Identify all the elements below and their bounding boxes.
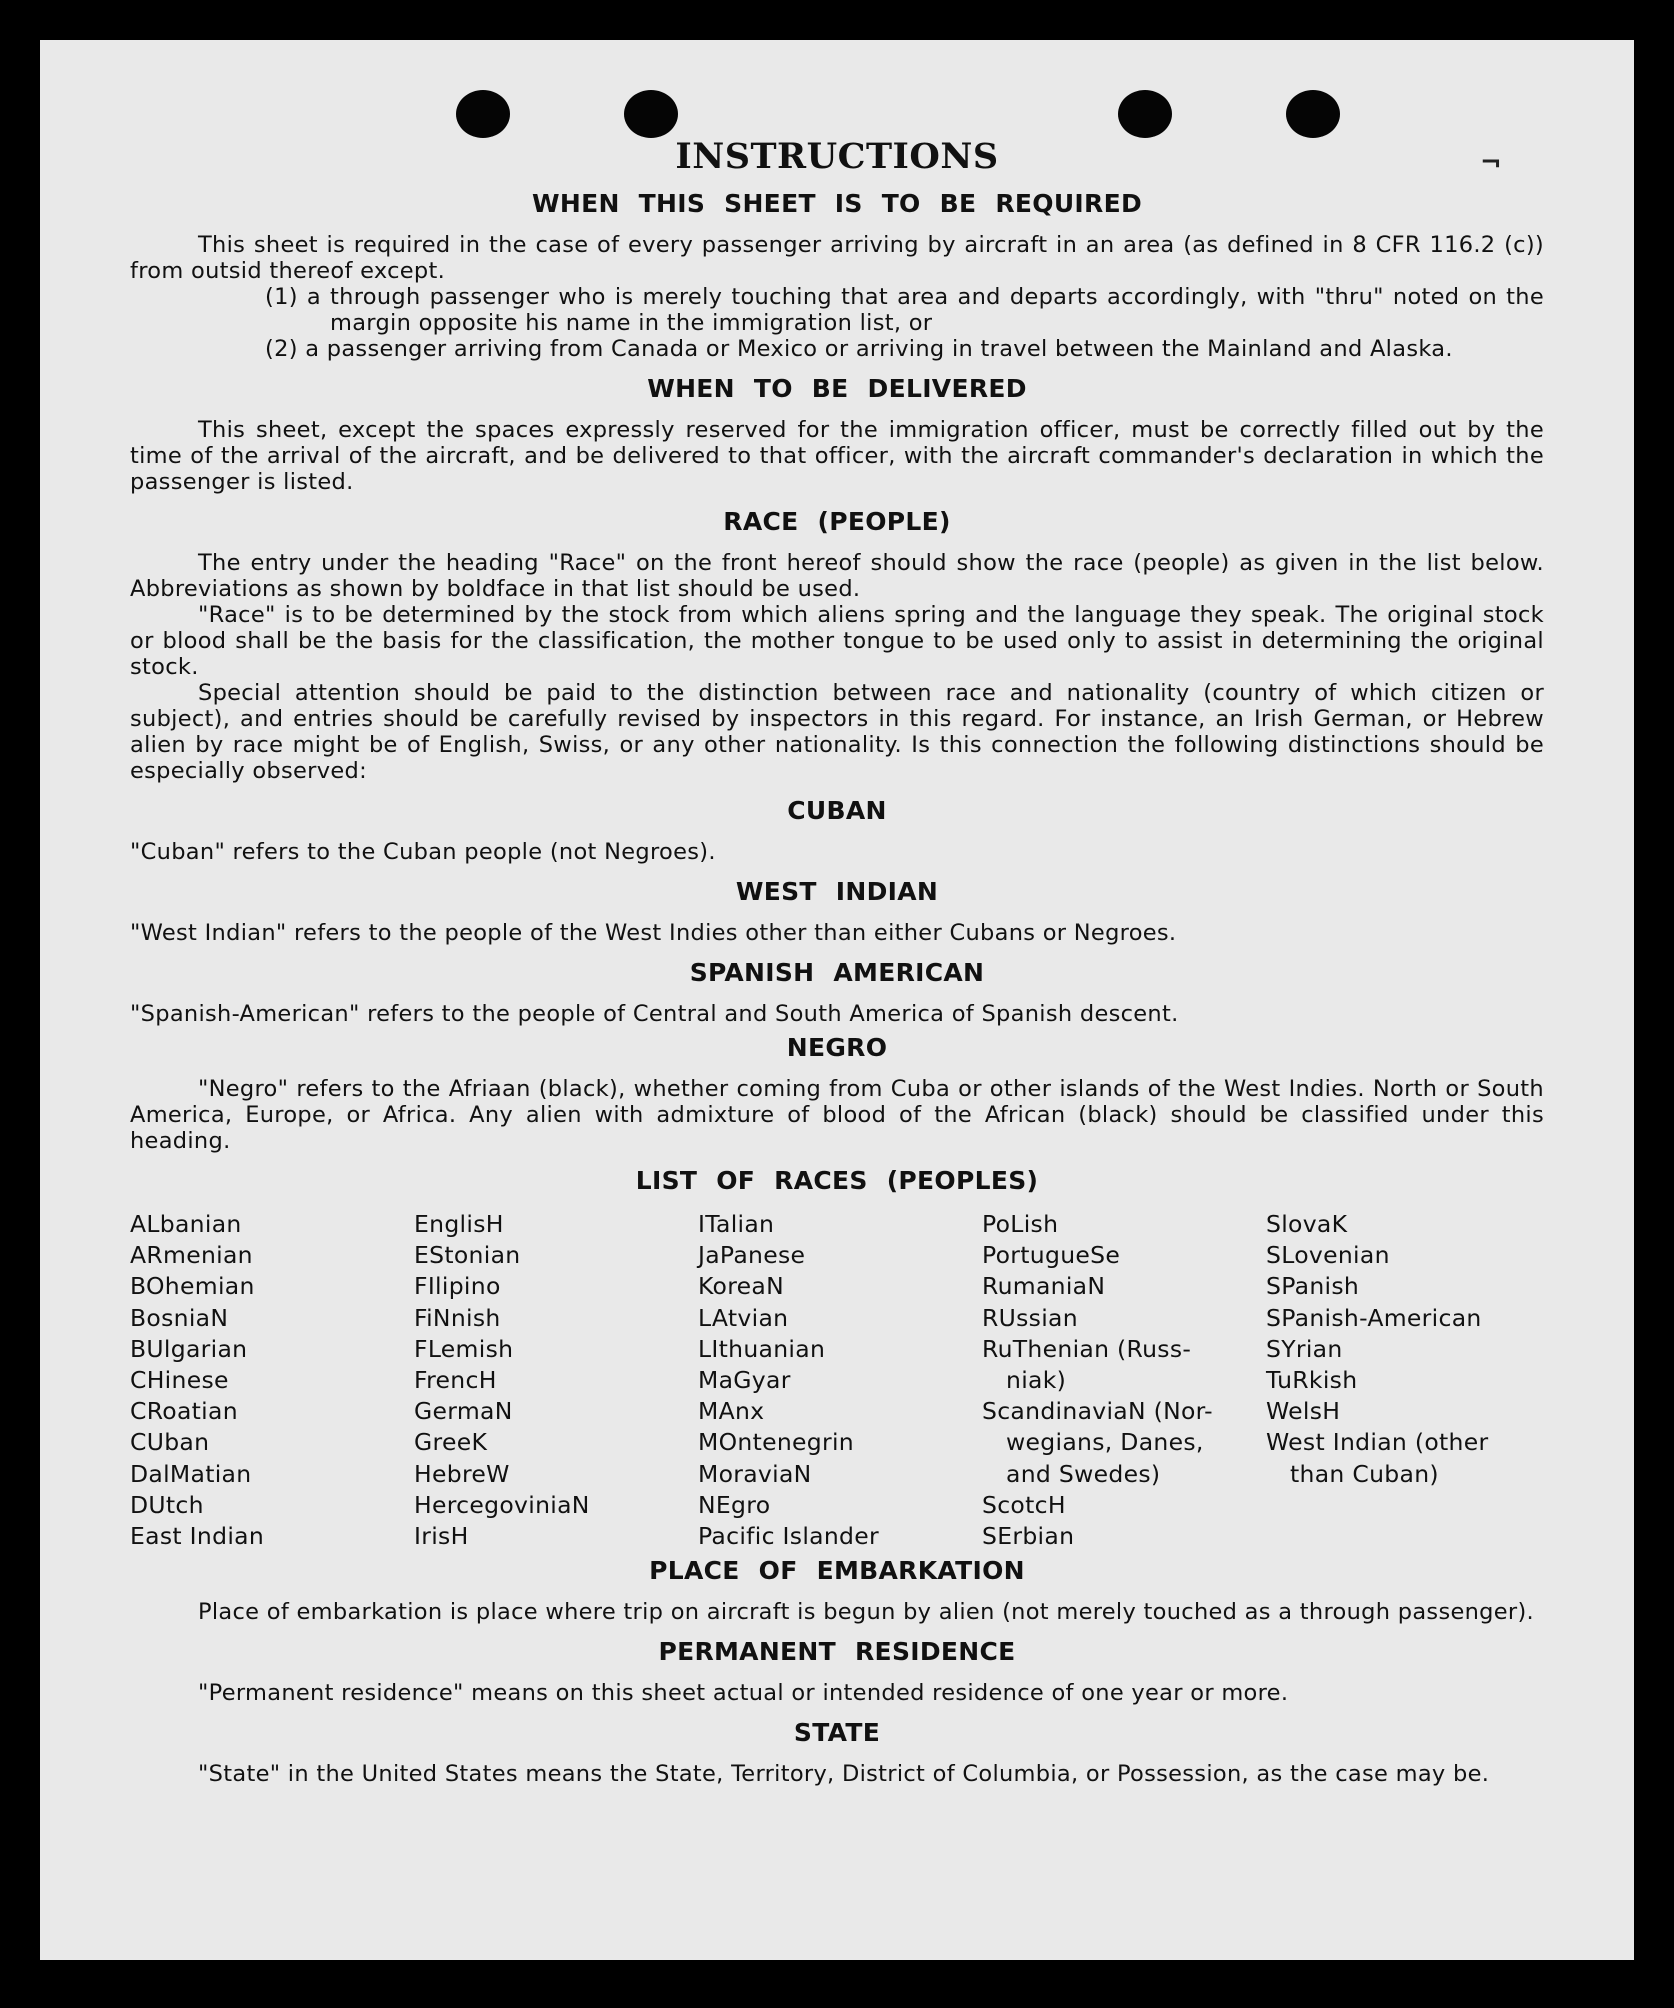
race-entry: East Indian	[130, 1522, 265, 1551]
race-entry: RuThenian (Russ-	[982, 1334, 1192, 1363]
race-entry: BOhemian	[130, 1272, 255, 1301]
race-entry: FrencH	[414, 1366, 497, 1395]
punch-hole	[456, 90, 510, 138]
race-entry: MaGyar	[698, 1366, 791, 1395]
race-entry: than Cuban)	[1290, 1459, 1439, 1488]
race-entry: HebreW	[414, 1459, 510, 1488]
race-entry: EnglisH	[414, 1210, 504, 1238]
paragraph-race-2: "Race" is to be determined by the stock from which aliens spring and the language they speak. The original stock or blood shall be the basis for the classification, the mother tongue to be used only to assist in determining the original stock.	[130, 602, 1544, 680]
punch-hole	[624, 90, 678, 138]
heading-permanent-residence: PERMANENT RESIDENCE	[658, 1637, 1016, 1667]
margin-mark: ¬	[1480, 148, 1502, 178]
race-entry: SLovenian	[1266, 1241, 1390, 1270]
race-entry: KoreaN	[698, 1272, 785, 1301]
race-entry: CRoatian	[130, 1397, 238, 1426]
race-entry: niak)	[1006, 1366, 1067, 1395]
race-entry: SYrian	[1266, 1334, 1343, 1363]
race-entry: ARmenian	[130, 1241, 253, 1270]
race-entry: RUssian	[982, 1303, 1078, 1332]
race-entry: SPanish	[1266, 1272, 1360, 1301]
race-entry: Pacific Islander	[698, 1522, 879, 1551]
paragraph-permanent-residence: "Permanent residence" means on this sheet actual or intended residence of one year or more.	[198, 1680, 1289, 1707]
race-entry: PoLish	[982, 1210, 1059, 1238]
race-entry: WelsH	[1266, 1397, 1341, 1426]
race-entry: LAtvian	[698, 1303, 789, 1332]
race-entry: TuRkish	[1266, 1366, 1358, 1395]
race-entry: DalMatian	[130, 1459, 252, 1488]
race-entry: HercegoviniaN	[414, 1490, 590, 1519]
heading-when-required: WHEN THIS SHEET IS TO BE REQUIRED	[531, 189, 1143, 218]
heading-list-of-races: LIST OF RACES (PEOPLES)	[635, 1166, 1039, 1195]
race-entry: EStonian	[414, 1241, 521, 1270]
races-column-1	[130, 1209, 414, 1552]
race-entry: wegians, Danes,	[1006, 1428, 1204, 1457]
instructions-body	[130, 136, 1544, 1787]
race-entry: West Indian (other	[1266, 1428, 1489, 1457]
race-entry: LIthuanian	[698, 1334, 826, 1363]
races-column-4	[982, 1209, 1266, 1552]
races-list	[130, 1209, 1544, 1552]
race-entry: FLemish	[414, 1334, 514, 1363]
race-entry: RumaniaN	[982, 1272, 1106, 1301]
heading-cuban: CUBAN	[787, 796, 887, 825]
heading-spanish-american: SPANISH AMERICAN	[689, 958, 985, 987]
races-column-5	[1266, 1209, 1544, 1552]
race-entry: BUlgarian	[130, 1334, 248, 1363]
heading-embarkation: PLACE OF EMBARKATION	[649, 1556, 1025, 1586]
race-entry: SlovaK	[1266, 1210, 1348, 1238]
race-entry: CHinese	[130, 1366, 229, 1395]
race-entry: GreeK	[414, 1428, 488, 1457]
paragraph-state: "State" in the United States means the State, Territory, District of Columbia, or Possession, as the case may be.	[198, 1761, 1490, 1788]
race-entry: MAnx	[698, 1397, 765, 1426]
paragraph-embarkation: Place of embarkation is place where trip on aircraft is begun by alien (not merely touched as a through passenger).	[198, 1599, 1534, 1626]
race-entry: PortugueSe	[982, 1241, 1121, 1270]
races-column-2	[414, 1209, 698, 1552]
heading-race: RACE (PEOPLE)	[723, 507, 951, 536]
punch-hole	[1286, 90, 1340, 138]
exception-item-1: (1) a through passenger who is merely touching that area and departs accordingly, with "thru" noted on the margin opposite his name in the immigration list, or	[265, 284, 1544, 336]
race-entry: SPanish-American	[1266, 1303, 1482, 1332]
paragraph-cuban: "Cuban" refers to the Cuban people (not Negroes).	[130, 839, 716, 865]
race-entry: and Swedes)	[1006, 1459, 1161, 1488]
race-entry: ScandinaviaN (Nor-	[982, 1397, 1213, 1426]
race-entry: JaPanese	[698, 1241, 806, 1270]
paragraph-when-required: This sheet is required in the case of every passenger arriving by aircraft in an area (as defined in 8 CFR 116.2 (c)) from outsid thereof except.	[130, 232, 1544, 284]
race-entry: ITalian	[698, 1210, 775, 1238]
page-title: INSTRUCTIONS	[675, 136, 999, 177]
race-entry: MoraviaN	[698, 1459, 812, 1488]
race-entry: MOntenegrin	[698, 1428, 854, 1457]
race-entry: CUban	[130, 1428, 210, 1457]
race-entry: SErbian	[982, 1522, 1075, 1551]
race-entry: ScotcH	[982, 1490, 1066, 1519]
race-entry: BosniaN	[130, 1303, 229, 1332]
paragraph-spanish-american: "Spanish-American" refers to the people of Central and South America of Spanish descent.	[130, 1001, 1179, 1027]
paragraph-when-delivered: This sheet, except the spaces expressly reserved for the immigration officer, must be correctly filled out by the time of the arrival of the aircraft, and be delivered to that officer, with the aircraft commander's declaration in which the passenger is listed.	[130, 417, 1544, 495]
race-entry: FIlipino	[414, 1272, 501, 1301]
exception-item-2: (2) a passenger arriving from Canada or Mexico or arriving in travel between the Mainland and Alaska.	[265, 336, 1453, 362]
race-entry: ALbanian	[130, 1210, 242, 1238]
race-entry: GermaN	[414, 1397, 513, 1426]
heading-negro: NEGRO	[786, 1033, 888, 1062]
paragraph-race-1: The entry under the heading "Race" on the front hereof should show the race (people) as given in the list below. Abbreviations as shown by boldface in that list should be used.	[130, 550, 1544, 602]
race-entry: IrisH	[414, 1522, 469, 1551]
heading-west-indian: WEST INDIAN	[735, 877, 939, 906]
paragraph-negro: "Negro" refers to the Afriaan (black), whether coming from Cuba or other islands of the West Indies. North or South America, Europe, or Africa. Any alien with admixture of blood of the African (black) should be classified under this heading.	[130, 1076, 1544, 1154]
heading-when-delivered: WHEN TO BE DELIVERED	[647, 374, 1027, 403]
races-column-3	[698, 1209, 982, 1552]
race-entry: NEgro	[698, 1490, 771, 1519]
paragraph-west-indian: "West Indian" refers to the people of the West Indies other than either Cubans or Negroes.	[130, 920, 1177, 946]
heading-state: STATE	[793, 1718, 881, 1748]
document-page	[40, 40, 1634, 1960]
race-entry: FiNnish	[414, 1303, 501, 1332]
punch-hole	[1118, 90, 1172, 138]
paragraph-race-3: Special attention should be paid to the distinction between race and nationality (country of which citizen or subject), and entries should be carefully revised by inspectors in this regard. For instance, an Irish German, or Hebrew alien by race might be of English, Swiss, or any other nationality. Is this connection the following distinctions should be especially observed:	[130, 680, 1544, 784]
race-entry: DUtch	[130, 1490, 204, 1519]
